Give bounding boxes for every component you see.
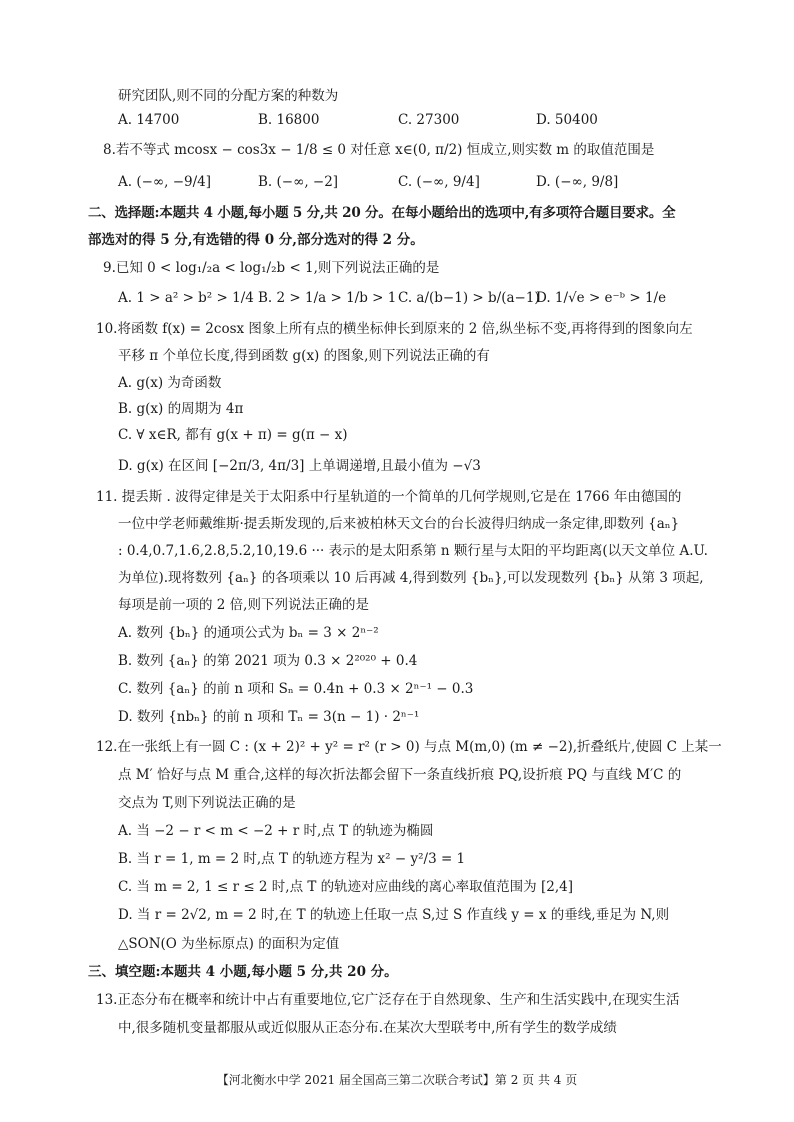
- q7-option-d: D. 50400: [536, 112, 598, 128]
- q9-option-a: A. 1 > a² > b² > 1/4: [118, 290, 254, 306]
- q10-option-c: C. ∀ x∈R, 都有 g(x + π) = g(π − x): [118, 427, 348, 443]
- q8-option-b: B. (−∞, −2]: [258, 174, 339, 190]
- q11-option-c: C. 数列 {aₙ} 的前 n 项和 Sₙ = 0.4n + 0.3 × 2ⁿ⁻¹ − 0.3: [118, 681, 474, 697]
- q12-stem-line2: 点 M′ 恰好与点 M 重合,这样的每次折法都会留下一条直线折痕 PQ,设折痕 PQ 与直线 M′C 的: [118, 767, 682, 783]
- q11-stem-line5: 每项是前一项的 2 倍,则下列说法正确的是: [118, 597, 369, 613]
- q8-option-d: D. (−∞, 9/8]: [536, 174, 619, 190]
- q12-option-d-cont: △SON(O 为坐标原点) 的面积为定值: [118, 936, 340, 952]
- q9-option-d: D. 1/√e > e⁻ᵇ > 1/e: [536, 290, 667, 306]
- q13-stem-line1: 13.正态分布在概率和统计中占有重要地位,它广泛存在于自然现象、生产和生活实践中,在现实生活: [96, 992, 680, 1008]
- q9-stem: 9.已知 0 < log₁/₂a < log₁/₂b < 1,则下列说法正确的是: [103, 260, 440, 276]
- section-3-heading: 三、填空题:本题共 4 小题,每小题 5 分,共 20 分。: [88, 964, 398, 980]
- q8-option-a: A. (−∞, −9/4]: [118, 174, 212, 190]
- q7-option-a: A. 14700: [118, 112, 180, 128]
- q12-stem-line3: 交点为 T,则下列说法正确的是: [118, 795, 296, 811]
- q9-option-b: B. 2 > 1/a > 1/b > 1: [258, 290, 397, 306]
- q7-option-b: B. 16800: [258, 112, 320, 128]
- q11-stem-line2: 一位中学老师戴维斯·提丢斯发现的,后来被柏林天文台的台长波得归纳成一条定律,即数列 {aₙ}: [118, 516, 680, 532]
- section-2-heading-cont: 部选对的得 5 分,有选错的得 0 分,部分选对的得 2 分。: [88, 232, 424, 248]
- q11-stem-line4: 为单位).现将数列 {aₙ} 的各项乘以 10 后再减 4,得到数列 {bₙ},可以发现数列 {bₙ} 从第 3 项起,: [118, 570, 704, 586]
- q7-option-c: C. 27300: [398, 112, 460, 128]
- q8-stem: 8.若不等式 mcosx − cos3x − 1/8 ≤ 0 对任意 x∈(0, π/2) 恒成立,则实数 m 的取值范围是: [103, 142, 655, 158]
- q11-stem-line3: : 0.4,0.7,1.6,2.8,5.2,10,19.6 ··· 表示的是太阳系第 n 颗行星与太阳的平均距离(以天文单位 A.U.: [118, 543, 708, 559]
- q8-option-c: C. (−∞, 9/4]: [398, 174, 480, 190]
- q13-stem-line2: 中,很多随机变量都服从或近似服从正态分布.在某次大型联考中,所有学生的数学成绩: [118, 1020, 617, 1036]
- q9-option-c: C. a/(b−1) > b/(a−1): [398, 290, 540, 306]
- q11-option-b: B. 数列 {aₙ} 的第 2021 项为 0.3 × 2²⁰²⁰ + 0.4: [118, 653, 418, 669]
- q10-stem-line1: 10.将函数 f(x) = 2cosx 图象上所有点的横坐标伸长到原来的 2 倍,纵坐标不变,再将得到的图象向左: [96, 321, 693, 337]
- q12-option-c: C. 当 m = 2, 1 ≤ r ≤ 2 时,点 T 的轨迹对应曲线的离心率取值范围为 [2,4]: [118, 879, 573, 895]
- q11-stem-line1: 11. 提丢斯 . 波得定律是关于太阳系中行星轨道的一个简单的几何学规则,它是在 1766 年由德国的: [96, 489, 682, 505]
- q12-option-b: B. 当 r = 1, m = 2 时,点 T 的轨迹方程为 x² − y²/3 = 1: [118, 851, 466, 867]
- q12-stem-line1: 12.在一张纸上有一圆 C : (x + 2)² + y² = r² (r > 0) 与点 M(m,0) (m ≠ −2),折叠纸片,使圆 C 上某一: [96, 739, 722, 755]
- q12-option-d: D. 当 r = 2√2, m = 2 时,在 T 的轨迹上任取一点 S,过 S 作直线 y = x 的垂线,垂足为 N,则: [118, 907, 670, 923]
- section-2-heading: 二、选择题:本题共 4 小题,每小题 5 分,共 20 分。在每小题给出的选项中,有多项符合题目要求。全: [88, 205, 676, 221]
- q10-stem-line2: 平移 π 个单位长度,得到函数 g(x) 的图象,则下列说法正确的有: [118, 348, 490, 364]
- q11-option-d: D. 数列 {nbₙ} 的前 n 项和 Tₙ = 3(n − 1) · 2ⁿ⁻¹: [118, 709, 420, 725]
- page-footer: 【河北衡水中学 2021 届全国高三第二次联合考试】第 2 页 共 4 页: [216, 1073, 578, 1087]
- q10-option-d: D. g(x) 在区间 [−2π/3, 4π/3] 上单调递增,且最小值为 −√3: [118, 458, 481, 474]
- q7-tail-text: 研究团队,则不同的分配方案的种数为: [118, 88, 339, 104]
- q11-option-a: A. 数列 {bₙ} 的通项公式为 bₙ = 3 × 2ⁿ⁻²: [118, 625, 379, 641]
- q10-option-a: A. g(x) 为奇函数: [118, 375, 222, 391]
- q10-option-b: B. g(x) 的周期为 4π: [118, 401, 244, 417]
- q12-option-a: A. 当 −2 − r < m < −2 + r 时,点 T 的轨迹为椭圆: [118, 823, 434, 839]
